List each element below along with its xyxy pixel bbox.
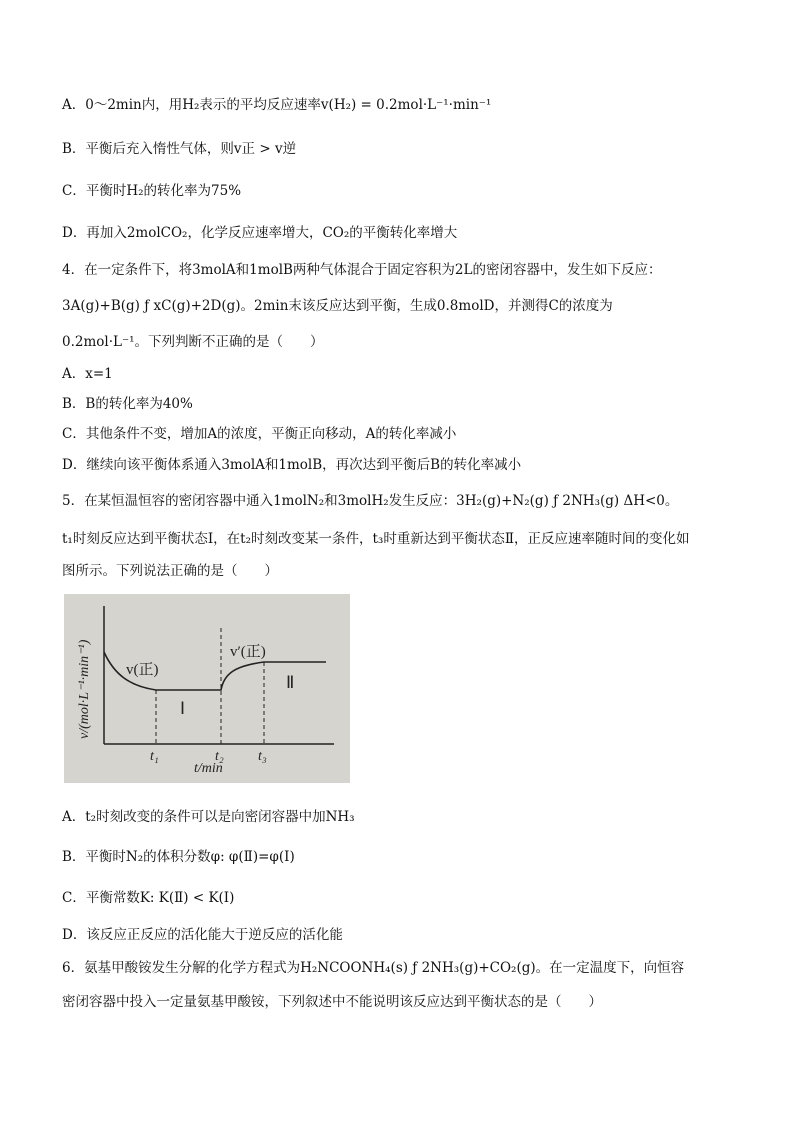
option-3a: A．0～2min内，用H₂表示的平均反应速率v(H₂) = 0.2mol·L⁻¹·min⁻¹ [62,97,492,113]
option-4c: C．其他条件不变，增加A的浓度，平衡正向移动，A的转化率减小 [62,426,457,442]
option-5c: C．平衡常数K: K(Ⅱ) < K(Ⅰ) [62,890,235,906]
question-4-stem-end: 0.2mol·L⁻¹。下列判断不正确的是（ ） [62,334,324,350]
region-1-label: Ⅰ [180,699,186,718]
question-6-stem-2: 密闭容器中投入一定量氨基甲酸铵，下列叙述中不能说明该反应达到平衡状态的是（ ） [62,994,602,1010]
rate-time-graph [64,594,350,783]
t1-tick-label: t₁ [150,749,159,764]
option-5a: A．t₂时刻改变的条件可以是向密闭容器中加NH₃ [62,809,355,825]
question-5-stem-3: 图所示。下列说法正确的是（ ） [62,563,278,579]
option-3d: D．再加入2molCO₂，化学反应速率增大，CO₂的平衡转化率增大 [62,225,458,241]
curve2-label: v′(正) [230,644,266,660]
y-axis-label: v/(mol·L⁻¹·min⁻¹) [77,639,92,739]
region-2-label: Ⅱ [286,673,295,692]
t2-tick-label: t₂ [215,749,224,764]
option-4b: B．B的转化率为40% [62,396,193,412]
x-axis-label: t/min [194,761,223,776]
option-5d: D．该反应正反应的活化能大于逆反应的活化能 [62,927,343,943]
question-4-equation: 3A(g)+B(g) ƒ xC(g)+2D(g)。2min末该反应达到平衡，生成0.8molD，并测得C的浓度为 [62,298,613,314]
question-6-stem: 6．氨基甲酸铵发生分解的化学方程式为H₂NCOONH₄(s) ƒ 2NH₃(g)+CO₂(g)。在一定温度下，向恒容 [62,960,685,976]
option-3b: B．平衡后充入惰性气体，则v正 > v逆 [62,141,297,157]
t3-tick-label: t₃ [258,749,267,764]
graph-background [64,594,350,783]
option-5b: B．平衡时N₂的体积分数φ: φ(Ⅱ)=φ(Ⅰ) [62,849,295,865]
question-5-stem-2: t₁时刻反应达到平衡状态Ⅰ，在t₂时刻改变某一条件，t₃时重新达到平衡状态Ⅱ，正反应速率随时间的变化如 [62,531,690,547]
option-4a: A．x=1 [62,366,113,382]
question-4-stem: 4．在一定条件下，将3molA和1molB两种气体混合于固定容积为2L的密闭容器中，发生如下反应： [62,262,662,278]
question-5-stem: 5．在某恒温恒容的密闭容器中通入1molN₂和3molH₂发生反应：3H₂(g)+N₂(g) ƒ 2NH₃(g) ΔH<0。 [62,493,679,509]
curve1-label: v(正) [126,662,159,678]
option-4d: D．继续向该平衡体系通入3molA和1molB，再次达到平衡后B的转化率减小 [62,457,522,473]
option-3c: C．平衡时H₂的转化率为75% [62,183,242,199]
